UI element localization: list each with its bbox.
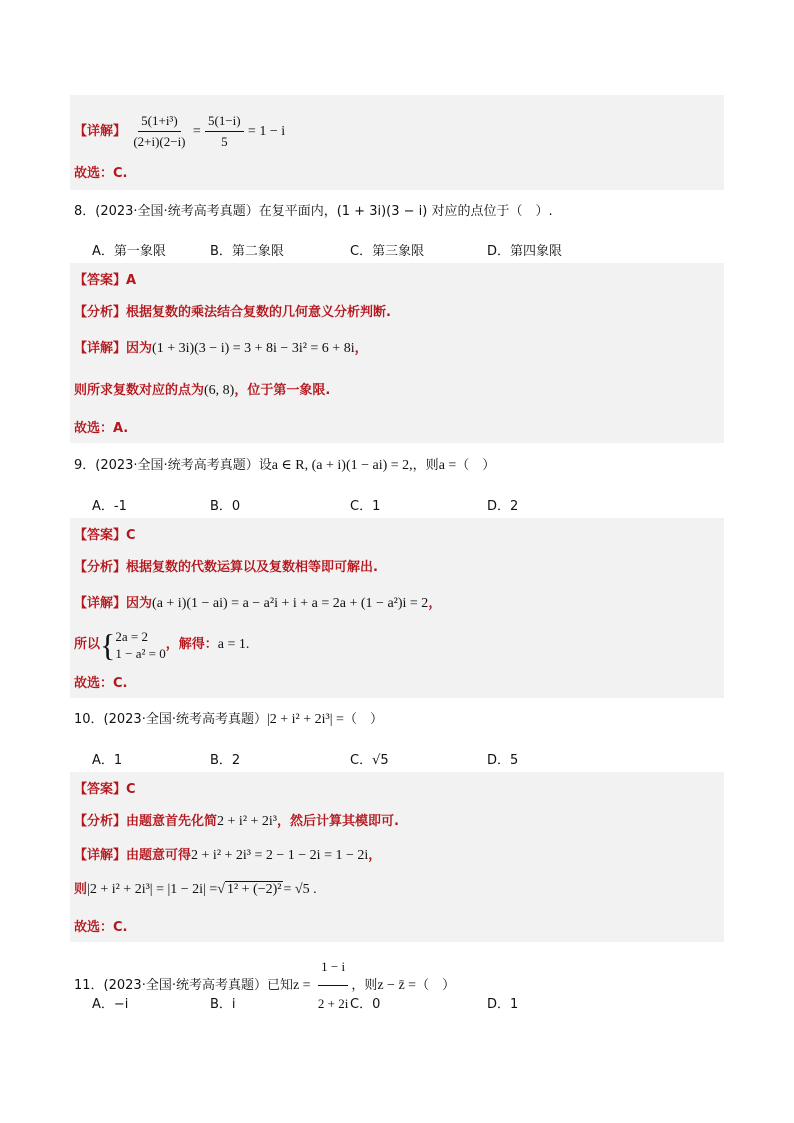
sqrt-icon: √: [217, 882, 225, 897]
q8-stem: 8．(2023·全国·统考高考真题）在复平面内，(1 + 3i)(3 − i) 对应的点位于（ ）.: [74, 204, 553, 219]
q11-fraction: $\frac{1 - i}{2 + 2i}$: [315, 950, 351, 1021]
left-brace-icon: {: [100, 626, 116, 663]
q9-choice: 故选：C.: [74, 676, 128, 691]
q11-stem: 11．(2023·全国·统考高考真题）已知z = $\frac{1 - i}{2 + 2i}$ ，则z − z̄ =（ ）: [74, 950, 455, 1021]
q10-detail-2: 则|2 + i² + 2i³| = |1 − 2i| =√ 1² + (−2)² = √5 .: [74, 882, 317, 897]
q7-detail: 【详解】 $\frac{\text{5(1+i³)}}{(2+i)(2-i)}$ = $\frac{5(1-i)}{5}$ = 1 − i: [74, 113, 286, 149]
q10-choice: 故选：C.: [74, 920, 128, 935]
q8-option-a: A．第一象限: [92, 244, 166, 259]
q8-detail-2: 则所求复数对应的点为(6, 8)，位于第一象限.: [74, 383, 331, 398]
q11-option-a: A．−i: [92, 997, 129, 1012]
q9-answer: 【答案】C: [74, 528, 136, 543]
q10-stem: 10．(2023·全国·统考高考真题）|2 + i² + 2i³| =（ ）: [74, 712, 383, 727]
q9-detail: 【详解】因为(a + i)(1 − ai) = a − a²i + i + a = 2a + (1 − a²)i = 2，: [74, 596, 442, 611]
q9-option-b: B．0: [210, 499, 241, 514]
q8-detail: 【详解】因为(1 + 3i)(3 − i) = 3 + 8i − 3i² = 6 + 8i，: [74, 341, 368, 356]
q9-system: 所以{ 2a = 2 1 − a² = 0 ，解得：a = 1.: [74, 626, 250, 663]
q10-option-b: B．2: [210, 753, 241, 768]
q7-fraction-2: $\frac{5(1-i)}{5}$: [205, 112, 244, 151]
q10-answer: 【答案】C: [74, 782, 136, 797]
q8-option-d: D．第四象限: [487, 244, 563, 259]
q9-stem: 9．(2023·全国·统考高考真题）设a ∈ R, (a + i)(1 − ai) = 2,，则a =（ ）: [74, 458, 496, 473]
q9-option-c: C．1: [350, 499, 381, 514]
q10-option-a: A．1: [92, 753, 123, 768]
q8-choice: 故选：A.: [74, 421, 129, 436]
q10-detail: 【详解】由题意可得2 + i² + 2i³ = 2 − 1 − 2i = 1 − 2i，: [74, 848, 382, 863]
q11-option-b: B．i: [210, 997, 236, 1012]
q11-option-c: C．0: [350, 997, 381, 1012]
q9-option-d: D．2: [487, 499, 519, 514]
q8-analysis: 【分析】根据复数的乘法结合复数的几何意义分析判断.: [74, 305, 391, 320]
q9-option-a: A．-1: [92, 499, 127, 514]
q10-analysis: 【分析】由题意首先化简2 + i² + 2i³，然后计算其模即可.: [74, 814, 399, 829]
q8-option-b: B．第二象限: [210, 244, 284, 259]
q10-option-d: D．5: [487, 753, 519, 768]
q9-analysis: 【分析】根据复数的代数运算以及复数相等即可解出.: [74, 560, 378, 575]
q8-option-c: C．第三象限: [350, 244, 425, 259]
q10-option-c: C．√5: [350, 753, 389, 768]
equation-system: 2a = 2 1 − a² = 0: [115, 628, 166, 661]
q11-option-d: D．1: [487, 997, 519, 1012]
q7-fraction-1: $\frac{\text{5(1+i³)}}{(2+i)(2-i)}$: [133, 113, 186, 149]
q8-answer: 【答案】A: [74, 273, 137, 288]
q7-choice: 故选：C.: [74, 166, 128, 181]
